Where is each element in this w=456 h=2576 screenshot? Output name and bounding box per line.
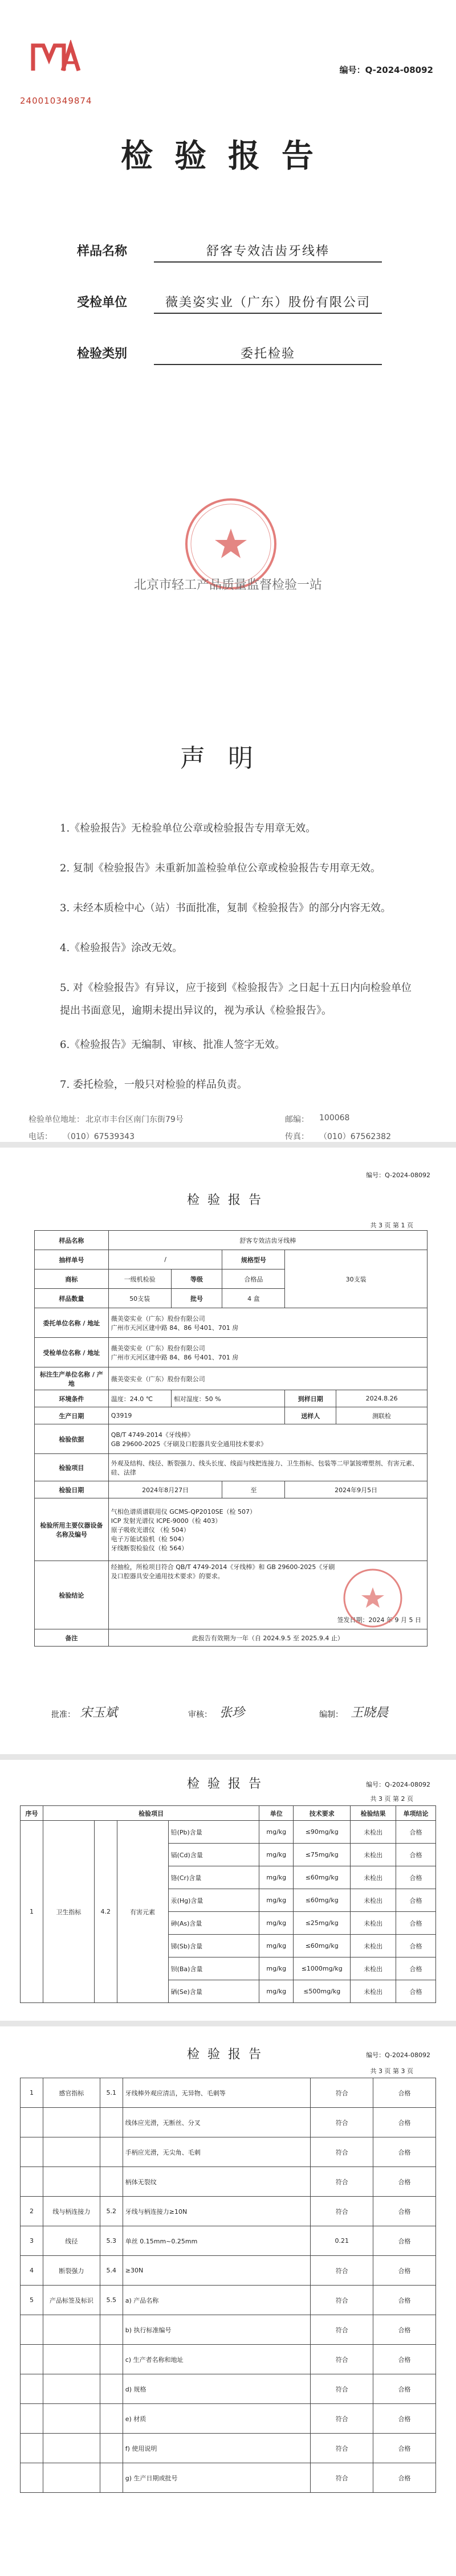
cell-label: 样品名称: [35, 1231, 109, 1250]
requirement: a) 产品名称: [123, 2286, 311, 2315]
compile-signature: 王晓晨: [351, 1706, 389, 1720]
result: 符合: [311, 2197, 373, 2226]
sub-no: [100, 2434, 123, 2463]
conclusion-text: 经抽检，所检项目符合 QB/T 4749-2014《牙线棒》和 GB 29600-2025《牙刷及口腔器具安全通用技术要求》的要求。: [111, 1563, 335, 1580]
cell-label: 备注: [35, 1629, 109, 1647]
report-number: 编号：Q-2024-08092: [366, 2051, 430, 2059]
unit: mg/kg: [259, 1957, 294, 1980]
footer-postcode: 100068: [319, 1113, 350, 1123]
verdict: 合格: [373, 2374, 436, 2404]
verdict: 合格: [373, 2315, 436, 2345]
test-name: 钡(Ba)含量: [168, 1957, 259, 1980]
cell-value: /: [108, 1250, 222, 1269]
result: 未检出: [351, 1889, 396, 1912]
sub-no: [100, 2345, 123, 2374]
info-value: 舒客专效洁齿牙线棒: [206, 244, 329, 259]
cell-label: 环境条件: [35, 1390, 109, 1407]
item-name: [43, 2108, 100, 2137]
requirement: 牙线与柄连接力≥10N: [123, 2197, 311, 2226]
sub-no: 5.1: [100, 2078, 123, 2108]
verdict: 合格: [396, 1844, 436, 1866]
verdict: 合格: [373, 2286, 436, 2315]
item-no: [21, 2137, 43, 2167]
cell-label: 检验日期: [35, 1481, 109, 1498]
info-inspected-unit: [74, 288, 382, 314]
cell-value: Q3919: [108, 1407, 285, 1424]
verdict: 合格: [396, 1935, 436, 1957]
sub-no: 5.4: [100, 2256, 123, 2286]
requirement: ≤90mg/kg: [294, 1821, 351, 1844]
item-no: 2: [21, 2197, 43, 2226]
test-name: 镉(Cd)含量: [168, 1844, 259, 1866]
unit: mg/kg: [259, 1980, 294, 2003]
cell-value: 薇美姿实业（广东）股份有限公司 广州市天河区建中路 84、86 号401、701 房: [108, 1308, 427, 1338]
col-header: 技术要求: [294, 1806, 351, 1821]
table-row: [21, 2078, 436, 2108]
declaration-item: 4.《检验报告》涂改无效。: [60, 942, 183, 954]
footer-address-label: 检验单位地址：: [28, 1115, 84, 1124]
verdict: 合格: [396, 1866, 436, 1889]
cell-value: [108, 1561, 427, 1629]
cell-value: QB/T 4749-2014《牙线棒》 GB 29600-2025《牙刷及口腔器具安全通用技术要求》: [108, 1424, 427, 1454]
verdict: 合格: [396, 1889, 436, 1912]
cell-value: 至: [222, 1481, 285, 1498]
results-table: [20, 2078, 436, 2493]
declaration-item: 3. 未经本质检中心（站）书面批准，复制《检验报告》的部分内容无效。: [60, 902, 391, 914]
verdict: 合格: [396, 1821, 436, 1844]
cell-value: 合格品: [222, 1269, 285, 1289]
item-name: [43, 2315, 100, 2345]
humidity-label: 相对湿度：: [173, 1395, 205, 1403]
cell-value: [171, 1390, 285, 1407]
cell-value: 薇美姿实业（广东）股份有限公司 广州市天河区建中路 84、86 号401、701 房: [108, 1338, 427, 1367]
table-row: [21, 2315, 436, 2345]
item-no: [21, 2167, 43, 2197]
result: 符合: [311, 2286, 373, 2315]
cell-label: 检验依据: [35, 1424, 109, 1454]
table-row: [21, 2167, 436, 2197]
verdict: 合格: [373, 2078, 436, 2108]
result: 符合: [311, 2434, 373, 2463]
item-name: [43, 2345, 100, 2374]
item-name: [43, 2374, 100, 2404]
info-label: 样品名称: [77, 244, 128, 259]
item-no: [21, 2374, 43, 2404]
requirement: 柄体无裂纹: [123, 2167, 311, 2197]
verdict: 合格: [373, 2108, 436, 2137]
requirement: g) 生产日期或批号: [123, 2463, 311, 2493]
approve-label: 批准：: [51, 1710, 75, 1719]
page-indicator: 共 3 页 第 3 页: [370, 2067, 413, 2075]
verdict: 合格: [373, 2137, 436, 2167]
result: 符合: [311, 2078, 373, 2108]
item-no: 3: [21, 2226, 43, 2256]
cell-value: 30支装: [285, 1250, 427, 1308]
table-row: [21, 2256, 436, 2286]
cell-label: 生产日期: [35, 1407, 109, 1424]
requirement: f) 使用说明: [123, 2434, 311, 2463]
col-header: 检验结果: [351, 1806, 396, 1821]
table-row: [21, 2404, 436, 2434]
inspection-org-name: 北京市轻工产品质量监督检验一站: [133, 578, 322, 592]
underline: [154, 313, 382, 314]
footer-phone-label: 电话：: [28, 1132, 52, 1141]
cell-value: [108, 1390, 171, 1407]
verdict: 合格: [373, 2197, 436, 2226]
result: 未检出: [351, 1980, 396, 2003]
unit: mg/kg: [259, 1912, 294, 1935]
requirement: b) 执行标准编号: [123, 2315, 311, 2345]
official-seal-icon: [341, 1567, 404, 1629]
item-name: [43, 2434, 100, 2463]
cma-code: 240010349874: [20, 96, 92, 106]
cell-label: 受检单位名称 / 地址: [35, 1338, 109, 1367]
requirement: ≤75mg/kg: [294, 1844, 351, 1866]
report-title: 检验报告: [186, 2047, 269, 2062]
requirement: ≤60mg/kg: [294, 1935, 351, 1957]
info-label: 受检单位: [77, 296, 128, 310]
cell-value: 4 盒: [222, 1289, 285, 1308]
cell-value: 此报告有效期为一年（自 2024.9.5 至 2025.9.4 止）: [108, 1629, 427, 1647]
result: 未检出: [351, 1821, 396, 1844]
verdict: 合格: [373, 2463, 436, 2493]
info-value: 委托检验: [240, 347, 295, 361]
humidity-value: 50 %: [205, 1395, 221, 1403]
sub-name: 有害元素: [117, 1821, 168, 2003]
result: 符合: [311, 2404, 373, 2434]
cell-label: 样品数量: [35, 1289, 109, 1308]
item-name: [43, 2137, 100, 2167]
cell-label: 检验结论: [35, 1561, 109, 1629]
result: 未检出: [351, 1957, 396, 1980]
info-sample-name: [74, 236, 382, 263]
sub-no: 4.2: [94, 1821, 117, 2003]
table-row: [21, 2197, 436, 2226]
result: 符合: [311, 2256, 373, 2286]
test-name: 铬(Cr)含量: [168, 1866, 259, 1889]
cell-label: 标注生产单位名称 / 产地: [35, 1367, 109, 1390]
sub-no: 5.5: [100, 2286, 123, 2315]
table-row: [21, 2345, 436, 2374]
cell-label: 批号: [171, 1289, 222, 1308]
cell-value: 50支装: [108, 1289, 171, 1308]
result: 符合: [311, 2374, 373, 2404]
cell-value: 2024年9月5日: [285, 1481, 427, 1498]
footer-fax-label: 传真：: [285, 1132, 309, 1141]
cell-label: 检验所用主要仪器设备名称及编号: [35, 1498, 109, 1561]
cell-label: 抽样单号: [35, 1250, 109, 1269]
cma-logo-icon: [30, 40, 81, 75]
report-number: 编号：Q-2024-08092: [366, 1172, 430, 1179]
page-indicator: 共 3 页 第 1 页: [370, 1222, 413, 1229]
requirement: ≤500mg/kg: [294, 1980, 351, 2003]
item-no: [21, 2345, 43, 2374]
item-no: [21, 2434, 43, 2463]
footer-phone: （010）67539343: [63, 1132, 135, 1141]
report-page-2: [0, 1760, 456, 2019]
compile-label: 编制：: [319, 1710, 343, 1719]
verdict: 合格: [373, 2404, 436, 2434]
test-name: 汞(Hg)含量: [168, 1889, 259, 1912]
cell-value: 薇美姿实业（广东）股份有限公司: [108, 1367, 427, 1390]
requirement: 手柄应光滑，无尖角、毛刺: [123, 2137, 311, 2167]
declaration-item: 7. 委托检验，一般只对检验的样品负责。: [60, 1079, 247, 1091]
cell-value: 2024年8月27日: [108, 1481, 222, 1498]
page-separator: [0, 1142, 456, 1148]
item-name: [43, 2167, 100, 2197]
unit: mg/kg: [259, 1844, 294, 1866]
cell-label: 送样人: [285, 1407, 336, 1424]
report-page-1: [0, 1148, 456, 1754]
item-no: 1: [21, 2078, 43, 2108]
item-no: [21, 2404, 43, 2434]
report-title: 检验报告: [121, 137, 335, 175]
sign-date: 签发日期：2024 年 9 月 5 日: [337, 1616, 421, 1624]
verdict: 合格: [396, 1980, 436, 2003]
report-number: 编号：Q-2024-08092: [339, 65, 433, 75]
cell-value: 一级机检验: [108, 1269, 171, 1289]
verdict: 合格: [373, 2434, 436, 2463]
requirement: 线体应光滑，无断丝、分叉: [123, 2108, 311, 2137]
result: 符合: [311, 2108, 373, 2137]
verdict: 合格: [373, 2345, 436, 2374]
cell-label: 等级: [171, 1269, 222, 1289]
sub-no: [100, 2374, 123, 2404]
requirement: ≤1000mg/kg: [294, 1957, 351, 1980]
col-header: 检验项目: [43, 1806, 259, 1821]
col-header: 序号: [21, 1806, 43, 1821]
test-name: 铅(Pb)含量: [168, 1821, 259, 1844]
result: 符合: [311, 2345, 373, 2374]
table-row: [21, 2108, 436, 2137]
test-name: 硒(Se)含量: [168, 1980, 259, 2003]
approve-signature: 宋玉斌: [80, 1706, 118, 1720]
report-info-table: [34, 1230, 427, 1647]
col-header: 单项结论: [396, 1806, 436, 1821]
item-name: 线与柄连接力: [43, 2197, 100, 2226]
table-row: [21, 2286, 436, 2315]
cell-value: 舒客专效洁齿牙线棒: [108, 1231, 427, 1250]
table-row: [21, 2374, 436, 2404]
item-no: 1: [21, 1821, 43, 2003]
info-value: 薇美姿实业（广东）股份有限公司: [165, 296, 370, 310]
item-name: 线径: [43, 2226, 100, 2256]
verdict: 合格: [373, 2256, 436, 2286]
requirement: 牙线棒外观应清洁，无异物、毛刺等: [123, 2078, 311, 2108]
item-name: [43, 2404, 100, 2434]
report-title: 检验报告: [186, 1193, 269, 1207]
verdict: 合格: [373, 2226, 436, 2256]
sub-no: [100, 2167, 123, 2197]
test-name: 砷(As)含量: [168, 1912, 259, 1935]
item-no: [21, 2108, 43, 2137]
result: 符合: [311, 2463, 373, 2493]
footer-fax: （010）67562382: [319, 1132, 391, 1141]
result: 未检出: [351, 1912, 396, 1935]
item-no: [21, 2315, 43, 2345]
underline: [154, 261, 382, 263]
verdict: 合格: [396, 1912, 436, 1935]
unit: mg/kg: [259, 1889, 294, 1912]
item-name: [43, 2463, 100, 2493]
verdict: 合格: [396, 1957, 436, 1980]
page-separator: [0, 2021, 456, 2026]
requirement: d) 规格: [123, 2374, 311, 2404]
sub-no: 5.2: [100, 2197, 123, 2226]
cell-label: 商标: [35, 1269, 109, 1289]
declaration-title: 声明: [180, 744, 276, 773]
footer-address: 北京市丰台区南门东街79号: [85, 1115, 184, 1124]
requirement: 单丝 0.15mm~0.25mm: [123, 2226, 311, 2256]
requirement: ≤25mg/kg: [294, 1912, 351, 1935]
declaration-item: 1.《检验报告》无检验单位公章或检验报告专用章无效。: [60, 822, 316, 834]
item-no: [21, 2463, 43, 2493]
sub-no: [100, 2463, 123, 2493]
review-signature: 张珍: [219, 1706, 245, 1720]
cover-page: [0, 0, 456, 1145]
table-row: [21, 2434, 436, 2463]
info-label: 检验类别: [77, 347, 128, 361]
cell-value: 2024.8.26: [336, 1390, 427, 1407]
cell-value: 气相色谱质谱联用仪 GCMS-QP2010SE（检 507） ICP 发射光谱仪 ICPE-9000（检 403） 原子吸收光谱仪 （检 504） 电子万能试验机（检 504） 牙线断裂检验仪（检 564）: [108, 1498, 427, 1561]
item-no: 4: [21, 2256, 43, 2286]
underline: [154, 364, 382, 365]
review-label: 审核：: [188, 1710, 212, 1719]
table-row: [21, 2137, 436, 2167]
item-name: 卫生指标: [43, 1821, 94, 2003]
requirement: c) 生产者名称和地址: [123, 2345, 311, 2374]
result: 符合: [311, 2167, 373, 2197]
declaration-item: 2. 复制《检验报告》未重新加盖检验单位公章或检验报告专用章无效。: [60, 862, 381, 874]
col-header: 单位: [259, 1806, 294, 1821]
table-row: [21, 2463, 436, 2493]
result: 未检出: [351, 1844, 396, 1866]
declaration-item: 6.《检验报告》无编制、审核、批准人签字无效。: [60, 1039, 286, 1051]
cell-label: 检验项目: [35, 1454, 109, 1481]
info-inspection-type: [74, 339, 382, 365]
unit: mg/kg: [259, 1866, 294, 1889]
requirement: ≤60mg/kg: [294, 1889, 351, 1912]
cell-label: 到样日期: [285, 1390, 336, 1407]
verdict: 合格: [373, 2167, 436, 2197]
sub-no: [100, 2108, 123, 2137]
table-row: [21, 2226, 436, 2256]
report-page-3: [0, 2028, 456, 2576]
page-indicator: 共 3 页 第 2 页: [370, 1795, 413, 1803]
item-no: 5: [21, 2286, 43, 2315]
report-number: 编号：Q-2024-08092: [366, 1781, 430, 1788]
report-title: 检验报告: [186, 1777, 269, 1791]
item-name: 断裂强力: [43, 2256, 100, 2286]
requirement: ≥30N: [123, 2256, 311, 2286]
sub-no: [100, 2137, 123, 2167]
unit: mg/kg: [259, 1821, 294, 1844]
result: 未检出: [351, 1935, 396, 1957]
temp-value: 24.0 ℃: [129, 1395, 153, 1403]
sub-no: 5.3: [100, 2226, 123, 2256]
cell-label: 委托单位名称 / 地址: [35, 1308, 109, 1338]
result: 未检出: [351, 1866, 396, 1889]
results-table: [20, 1805, 436, 2003]
unit: mg/kg: [259, 1935, 294, 1957]
page-separator: [0, 1754, 456, 1760]
result: 符合: [311, 2137, 373, 2167]
requirement: e) 材质: [123, 2404, 311, 2434]
test-name: 锑(Sb)含量: [168, 1935, 259, 1957]
declaration-item: 5. 对《检验报告》有异议，应于接到《检验报告》之日起十五日内向检验单位提出书面意见，逾期未提出异议的，视为承认《检验报告》。: [60, 982, 412, 1017]
sub-no: [100, 2315, 123, 2345]
result: 0.21: [311, 2226, 373, 2256]
item-name: 产品标签及标识: [43, 2286, 100, 2315]
cell-value: 外观及结构、线径、断裂强力、线头长度、线面与线把连接力、卫生指标、包装等二甲氯铵增塑剂、有害元素、硅、法律: [108, 1454, 427, 1481]
sub-no: [100, 2404, 123, 2434]
requirement: ≤60mg/kg: [294, 1866, 351, 1889]
item-name: 感官指标: [43, 2078, 100, 2108]
cell-label: 规格型号: [222, 1250, 285, 1269]
cell-value: 测联检: [336, 1407, 427, 1424]
result: 符合: [311, 2315, 373, 2345]
temp-label: 温度：: [111, 1395, 130, 1403]
footer-postcode-label: 邮编：: [285, 1115, 309, 1124]
